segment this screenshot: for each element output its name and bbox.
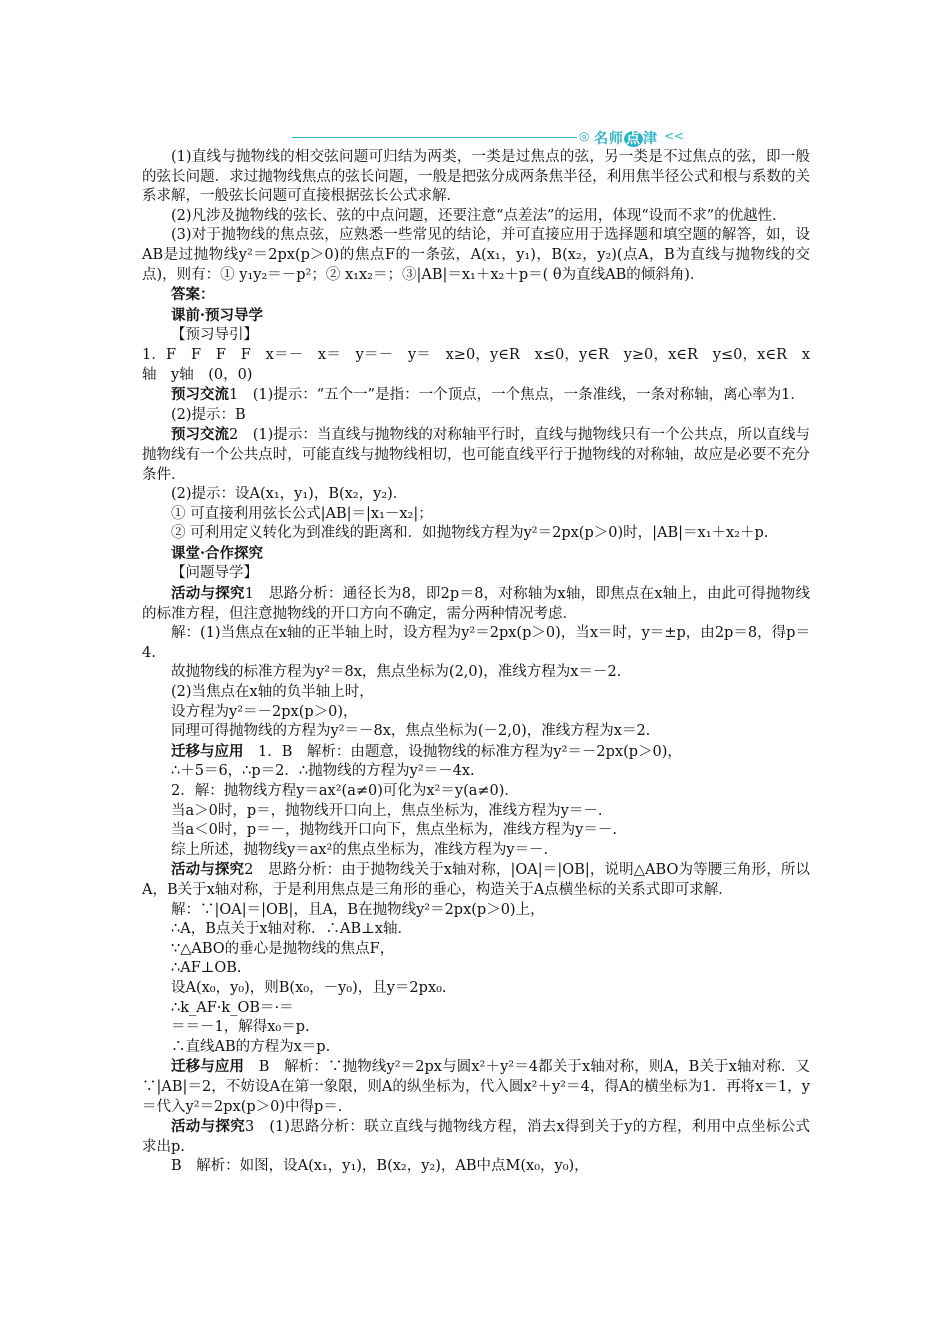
paragraph-text: B 解析：∵抛物线y²＝2px与圆x²＋y²＝4都关于x轴对称，则A，B关于x轴对称．又∵|AB|＝2，不妨设A在第一象限，则A的纵坐标为，代入圆x²＋y²＝4，得A的横坐标为1．再将x＝1，y＝代入y²＝2px(p＞0)中得p＝. (142, 1059, 811, 1115)
paragraph-l26 (142, 821, 810, 841)
paragraph-heading: 课前·预习导学 (171, 306, 264, 324)
paragraph-l38 (142, 1117, 810, 1157)
header-rule (292, 137, 577, 138)
paragraph-text: 解：∵|OA|＝|OB|，且A，B在抛物线y²＝2px(p＞0)上， (171, 901, 545, 918)
paragraph-text: 当a＜0时，p＝－，抛物线开口向下，焦点坐标为，准线方程为y＝－. (171, 822, 617, 839)
paragraph-text: (3)对于抛物线的焦点弦，应熟悉一些常见的结论，并可直接应用于选择题和填空题的解答，如，设AB是过抛物线y²＝2px(p＞0)的焦点F的一条弦，A(x₁，y₁)，B(x₂，y₂)(点A，B为直线与抛物线的交点)，则有：① y₁y₂＝－p²；② x₁x₂＝；③|AB|＝x₁＋x₂＋p＝( θ为直线AB的倾斜角)． (142, 227, 810, 283)
paragraph-l20 (142, 703, 810, 723)
paragraph-text: ∴AF⊥OB. (171, 960, 242, 977)
paragraph-text: (2)提示：B (171, 406, 246, 423)
paragraph-text: 当a＞0时，p＝，抛物线开口向上，焦点坐标为，准线方程为y＝－. (171, 802, 603, 819)
paragraph-l25 (142, 802, 810, 822)
paragraph-heading: 预习交流 (171, 386, 229, 404)
paragraph-text: 设A(x₀，y₀)，则B(x₀，－y₀)，且y＝2px₀. (171, 979, 447, 996)
paragraph-heading: 活动与探究 (171, 861, 245, 879)
paragraph-l31 (142, 940, 810, 960)
paragraph-text: (1)直线与抛物线的相交弦问题可归结为两类，一类是过焦点的弦，另一类是不过焦点的弦，即一般的弦长问题．求过抛物线焦点的弦长问题，一般是把弦分成两条焦半径，利用焦半径公式和根与系数的关系求解，一般弦长问题可直接根据弦长公式求解． (142, 149, 810, 205)
paragraph-text: 1．F F F F x＝－ x＝ y＝－ y＝ x≥0，y∈R x≤0，y∈R y≥0，x∈R y≤0，x∈R x轴 y轴 (0，0) (142, 346, 810, 383)
paragraph-l11 (142, 485, 810, 505)
paragraph-l4 (142, 285, 810, 306)
page-header (292, 128, 702, 148)
header-ornament-icon: ◎ (579, 129, 590, 143)
paragraph-l15 (142, 564, 810, 584)
paragraph-heading: 课堂·合作探究 (171, 544, 264, 562)
header-arrows-icon: << (664, 129, 685, 143)
paragraph-l10 (142, 425, 810, 485)
paragraph-l27 (142, 841, 810, 861)
paragraph-text: 故抛物线的标准方程为y²＝8x，焦点坐标为(2,0)，准线方程为x＝－2. (171, 664, 622, 681)
paragraph-l34 (142, 999, 810, 1019)
paragraph-l32 (142, 959, 810, 979)
paragraph-text: 1 思路分析：通径长为8，即2p＝8，对称轴为x轴，即焦点在x轴上，由此可得抛物线的标准方程，但注意抛物线的开口方向不确定，需分两种情况考虑． (142, 586, 810, 622)
paragraph-heading: 迁移与应用 (171, 1058, 245, 1076)
paragraph-l8 (142, 385, 810, 406)
paragraph-text: ∴A，B点关于x轴对称．∴AB⊥x轴． (171, 921, 412, 938)
paragraph-l21 (142, 722, 810, 742)
paragraph-l37 (142, 1057, 810, 1117)
paragraph-heading: 活动与探究 (171, 585, 245, 603)
paragraph-l33 (142, 979, 810, 999)
paragraph-l6 (142, 326, 810, 346)
paragraph-text: ＝＝－1，解得x₀＝p. (171, 1019, 310, 1036)
paragraph-text: 解：(1)当焦点在x轴的正半轴上时，设方程为y²＝2px(p＞0)，当x＝时，y＝±p，由2p＝8，得p＝4. (142, 625, 810, 661)
paragraph-text: 同理可得抛物线的方程为y²＝－8x，焦点坐标为(－2,0)，准线方程为x＝2. (171, 723, 651, 740)
paragraph-l28 (142, 860, 810, 900)
paragraph-l3 (142, 226, 810, 285)
paragraph-text: 设方程为y²＝－2px(p＞0)， (171, 703, 358, 720)
paragraph-l30 (142, 920, 810, 940)
document-body (142, 148, 810, 1177)
paragraph-text: (2)当焦点在x轴的负半轴上时， (171, 684, 374, 701)
paragraph-text: 3 (1)思路分析：联立直线与抛物线方程，消去x得到关于y的方程，利用中点坐标公式求出p. (142, 1119, 810, 1155)
paragraph-l14 (142, 544, 810, 565)
paragraph-text: (2)提示：设A(x₁，y₁)，B(x₂，y₂)． (171, 486, 408, 503)
paragraph-l1 (142, 148, 810, 207)
paragraph-l29 (142, 901, 810, 921)
paragraph-text: 1 (1)提示：“五个一”是指：一个顶点，一个焦点，一条准线，一条对称轴，离心率为1． (229, 387, 805, 404)
paragraph-l39 (142, 1157, 810, 1177)
paragraph-l24 (142, 782, 810, 802)
paragraph-text: 2．解：抛物线方程y＝ax²(a≠0)可化为x²＝y(a≠0)． (171, 783, 519, 799)
paragraph-text: (2)凡涉及抛物线的弦长、弦的中点问题，还要注意“点差法”的运用，体现“设而不求”的优越性． (171, 207, 787, 224)
paragraph-text: ∴直线AB的方程为x＝p. (171, 1038, 331, 1055)
paragraph-l9 (142, 406, 810, 426)
paragraph-text: 综上所述，抛物线y＝ax²的焦点坐标为，准线方程为y＝－. (171, 841, 549, 858)
paragraph-l7 (142, 346, 810, 385)
paragraph-text: 1．B 解析：由题意，设抛物线的标准方程为y²＝－2px(p＞0)， (243, 743, 682, 760)
paragraph-text: ② 可利用定义转化为到准线的距离和．如抛物线方程为y²＝2px(p＞0)时，|AB|＝x₁＋x₂＋p. (171, 525, 769, 542)
paragraph-heading: 迁移与应用 (171, 742, 244, 760)
paragraph-l22 (142, 742, 810, 763)
paragraph-l13 (142, 524, 810, 544)
paragraph-text: 【问题导学】 (171, 565, 258, 582)
paragraph-l5 (142, 306, 810, 327)
paragraph-l19 (142, 683, 810, 703)
paragraph-text: ∵△ABO的垂心是抛物线的焦点F， (171, 940, 395, 957)
paragraph-text: 2 (1)提示：当直线与抛物线的对称轴平行时，直线与抛物线只有一个公共点，所以直线与抛物线有一个公共点时，可能直线与抛物线相切，也可能直线平行于抛物线的对称轴，故应是必要不充分条件． (142, 427, 811, 483)
paragraph-text: ① 可直接利用弦长公式|AB|＝|x₁－x₂|； (171, 505, 433, 522)
paragraph-text: ∴k_AF·k_OB＝·＝ (171, 999, 294, 1016)
paragraph-heading: 预习交流 (171, 426, 230, 444)
paragraph-text: B 解析：如图，设A(x₁，y₁)，B(x₂，y₂)，AB中点M(x₀，y₀)， (171, 1158, 589, 1175)
paragraph-l35 (142, 1018, 810, 1038)
header-brand: 名师 点 津 (594, 131, 658, 147)
paragraph-text: ∴＋5＝6，∴p＝2．∴抛物线的方程为y²＝－4x. (171, 763, 475, 780)
paragraph-l12 (142, 505, 810, 525)
paragraph-l17 (142, 624, 810, 663)
paragraph-l18 (142, 663, 810, 683)
paragraph-heading: 答案： (171, 286, 215, 304)
paragraph-l23 (142, 762, 810, 782)
paragraph-text: 2 思路分析：由于抛物线关于x轴对称，|OA|＝|OB|，说明△ABO为等腰三角形，所以A，B关于x轴对称，于是利用焦点是三角形的垂心，构造关于A点横坐标的关系式即可求解． (142, 862, 811, 898)
paragraph-heading: 活动与探究 (171, 1118, 245, 1136)
paragraph-l36 (142, 1038, 810, 1058)
paragraph-l16 (142, 584, 810, 624)
paragraph-text: 【预习导引】 (171, 327, 258, 344)
paragraph-l2 (142, 207, 810, 227)
